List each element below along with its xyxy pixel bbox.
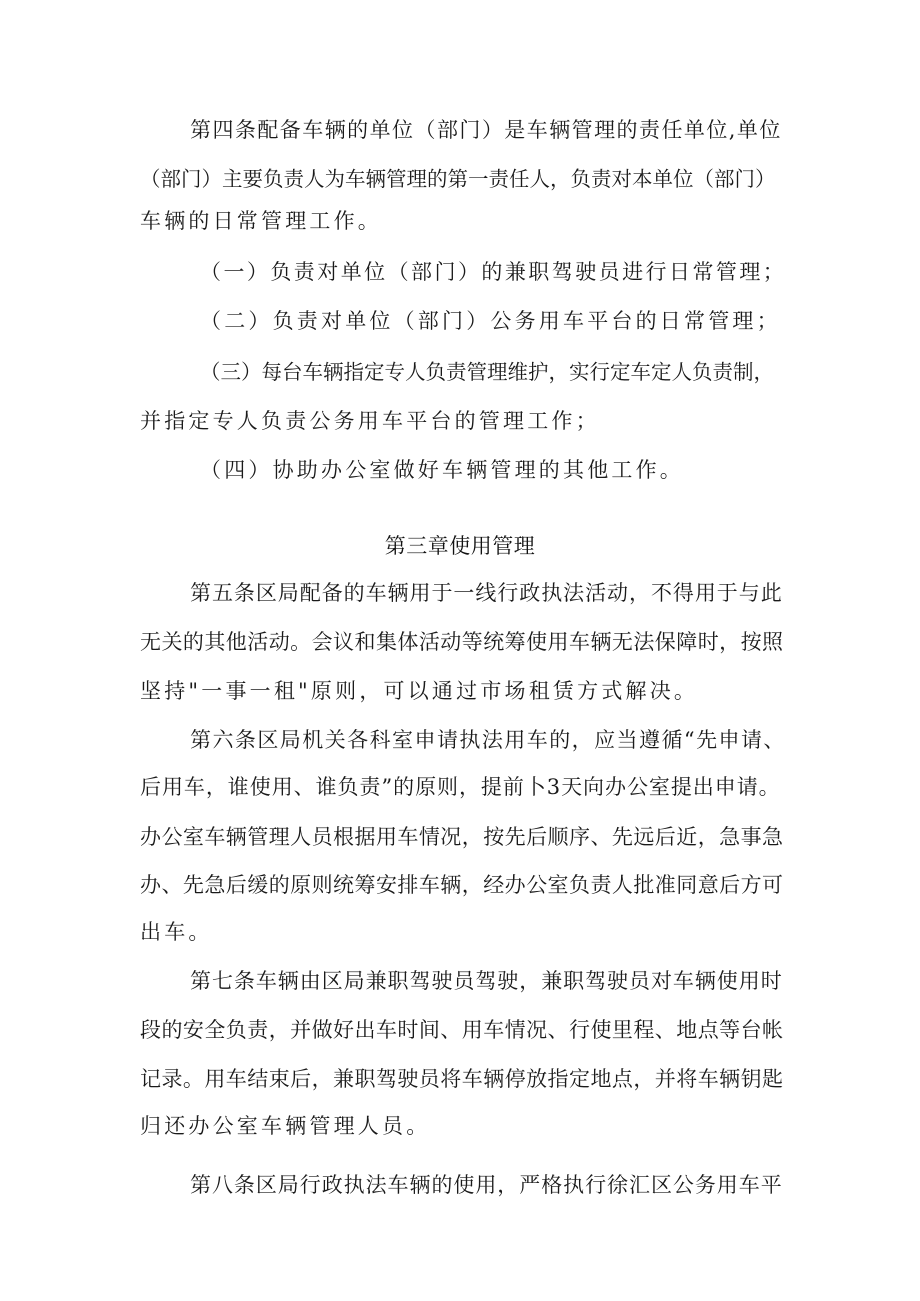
article-6-line-1: 第六条区局机关各科室申请执法用车的，应当遵循“先申请、: [190, 728, 786, 752]
article-4-item-4: （四）协助办公室做好车辆管理的其他工作。: [200, 458, 684, 482]
article-6-line-2: 后用车，谁使用、谁负责”的原则，提前卜3天向办公室提出申请。: [140, 775, 781, 799]
article-4-item-1: （一）负责对单位（部门）的兼职驾驶员进行日常管理；: [200, 260, 787, 284]
article-7-line-4: 归还办公室车辆管理人员。: [140, 1114, 431, 1138]
article-4-item-3-cont: 并指定专人负责公务用车平台的管理工作；: [140, 409, 600, 433]
article-7-line-1: 第七条车辆由区局兼职驾驶员驾驶，兼职驾驶员对车辆使用时: [190, 969, 783, 993]
article-4-item-3: （三）每台车辆指定专人负责管理维护，实行定车定人负责制，: [200, 360, 774, 384]
article-4-item-2: （二）负责对单位（部门）公务用车平台的日常管理；: [200, 309, 781, 333]
article-8-line-1: 第八条区局行政执法车辆的使用，严格执行徐汇区公务用车平: [190, 1173, 783, 1197]
article-4-line-3: 车辆的日常管理工作。: [140, 209, 382, 233]
article-5-line-3: 坚持"一事一租"原则，可以通过市场租赁方式解决。: [140, 679, 699, 703]
article-4-line-1: 第四条配备车辆的单位（部门）是车辆管理的责任单位,单位: [190, 118, 782, 142]
article-7-line-3: 记录。用车结束后，兼职驾驶员将车辆停放指定地点，并将车辆钥匙: [140, 1067, 784, 1091]
article-7-line-2: 段的安全负责，并做好出车时间、用车情况、行使里程、地点等台帐: [140, 1018, 784, 1042]
article-6-line-4: 办、先急后缓的原则统筹安排车辆，经办公室负责人批准同意后方可: [140, 873, 784, 897]
article-6-line-5: 出车。: [140, 920, 213, 944]
article-5-line-1: 第五条区局配备的车辆用于一线行政执法活动，不得用于与此: [190, 581, 783, 605]
article-5-line-2: 无关的其他活动。会议和集体活动等统筹使用车辆无法保障时，按照: [140, 630, 784, 654]
article-4-line-2: （部门）主要负责人为车辆管理的第一责任人，负责对本单位（部门）: [140, 167, 776, 191]
chapter-3-heading: 第三章使用管理: [384, 534, 536, 558]
article-6-line-3: 办公室车辆管理人员根据用车情况，按先后顺序、先远后近，急事急: [140, 825, 784, 849]
